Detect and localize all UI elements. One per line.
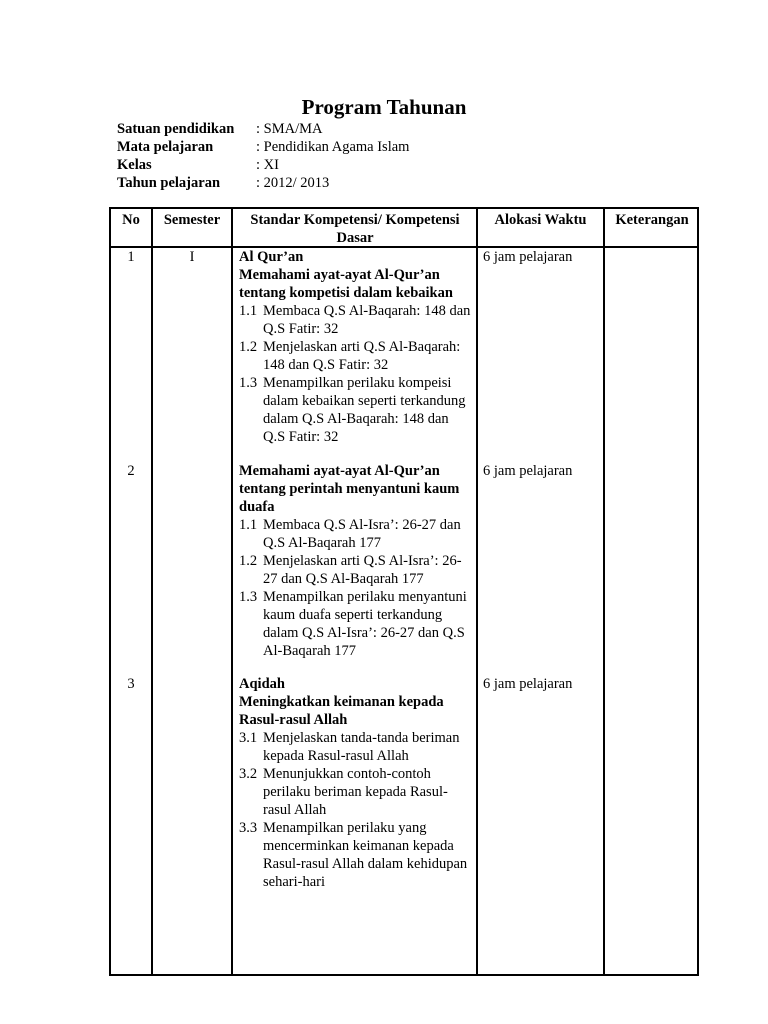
kd-number: 1.1 xyxy=(239,517,258,533)
kd-item xyxy=(239,729,473,765)
kd-text: Menampilkan perilaku yang mencerminkan keimanan kepada Rasul-rasul Allah dalam kehidupan sehari-hari xyxy=(263,820,468,890)
meta-row-mapel xyxy=(117,138,409,156)
kd-number: 1.3 xyxy=(239,375,258,391)
meta-row-kelas xyxy=(117,156,409,174)
kd-item xyxy=(239,374,473,446)
document-meta xyxy=(117,120,409,192)
kd-text: Menjelaskan tanda-tanda beriman kepada Rasul-rasul Allah xyxy=(263,730,460,764)
document-title: Program Tahunan xyxy=(301,95,467,119)
header-alokasi: Alokasi Waktu xyxy=(494,212,587,228)
kd-text: Menampilkan perilaku kompeisi dalam kebaikan seperti terkandung dalam Q.S Al-Baqarah: 148 dan Q.S Fatir: 32 xyxy=(263,375,466,445)
row-2-alokasi: 6 jam pelajaran xyxy=(483,463,573,479)
kd-number: 3.2 xyxy=(239,766,258,782)
header-semester: Semester xyxy=(163,212,221,228)
meta-label: Tahun pelajaran xyxy=(117,175,221,191)
kd-text: Menunjukkan contoh-contoh perilaku beriman kepada Rasul-rasul Allah xyxy=(263,766,448,818)
kd-text: Membaca Q.S Al-Isra’: 26-27 dan Q.S Al-Baqarah 177 xyxy=(263,517,461,551)
meta-label: Kelas xyxy=(117,157,152,173)
kompetensi-dasar-list xyxy=(239,516,473,660)
row-1-alokasi: 6 jam pelajaran xyxy=(483,249,573,265)
meta-value: : 2012/ 2013 xyxy=(256,175,330,191)
row-1-competency xyxy=(239,248,473,446)
row-3-competency xyxy=(239,675,473,891)
kd-item xyxy=(239,588,473,660)
column-divider xyxy=(231,209,233,974)
kd-number: 3.3 xyxy=(239,820,258,836)
meta-value: : Pendidikan Agama Islam xyxy=(256,139,410,155)
column-divider xyxy=(476,209,478,974)
row-2-competency xyxy=(239,462,473,660)
kd-number: 1.2 xyxy=(239,339,258,355)
program-table xyxy=(109,207,699,976)
kd-item xyxy=(239,765,473,819)
kd-item xyxy=(239,302,473,338)
kd-text: Menjelaskan arti Q.S Al-Baqarah: 148 dan Q.S Fatir: 32 xyxy=(263,339,461,373)
kd-number: 3.1 xyxy=(239,730,258,746)
standar-kompetensi: Meningkatkan keimanan kepada Rasul-rasul Allah xyxy=(239,694,444,728)
row-1-semester: I xyxy=(189,249,195,265)
column-divider xyxy=(151,209,153,974)
kompetensi-dasar-list xyxy=(239,729,473,891)
row-3-no: 3 xyxy=(127,676,135,692)
kd-text: Menjelaskan arti Q.S Al-Isra’: 26-27 dan Q.S Al-Baqarah 177 xyxy=(263,553,462,587)
kd-number: 1.2 xyxy=(239,553,258,569)
meta-label: Mata pelajaran xyxy=(117,139,214,155)
header-keterangan: Keterangan xyxy=(615,212,689,228)
column-divider xyxy=(603,209,605,974)
meta-label: Satuan pendidikan xyxy=(117,121,235,137)
kd-number: 1.3 xyxy=(239,589,258,605)
kd-text: Menampilkan perilaku menyantuni kaum duafa seperti terkandung dalam Q.S Al-Isra’: 26-27 dan Q.S Al-Baqarah 177 xyxy=(263,589,467,659)
meta-row-satuan xyxy=(117,120,409,138)
kd-item xyxy=(239,516,473,552)
meta-value: : XI xyxy=(256,157,279,173)
section-heading: Al Qur’an xyxy=(239,249,304,265)
kd-text: Membaca Q.S Al-Baqarah: 148 dan Q.S Fatir: 32 xyxy=(263,303,471,337)
kd-item xyxy=(239,338,473,374)
kd-number: 1.1 xyxy=(239,303,258,319)
header-sk-kd: Standar Kompetensi/ Kompetensi Dasar xyxy=(250,212,460,246)
header-no: No xyxy=(122,212,140,228)
standar-kompetensi: Memahami ayat-ayat Al-Qur’an tentang perintah menyantuni kaum duafa xyxy=(239,463,460,515)
row-3-alokasi: 6 jam pelajaran xyxy=(483,676,573,692)
kompetensi-dasar-list xyxy=(239,302,473,446)
meta-value: : SMA/MA xyxy=(256,121,323,137)
row-2-no: 2 xyxy=(127,463,135,479)
kd-item xyxy=(239,552,473,588)
kd-item xyxy=(239,819,473,891)
row-1-no: 1 xyxy=(127,249,135,265)
section-heading: Aqidah xyxy=(239,676,285,692)
standar-kompetensi: Memahami ayat-ayat Al-Qur’an tentang kompetisi dalam kebaikan xyxy=(239,267,453,301)
meta-row-tahun xyxy=(117,174,409,192)
